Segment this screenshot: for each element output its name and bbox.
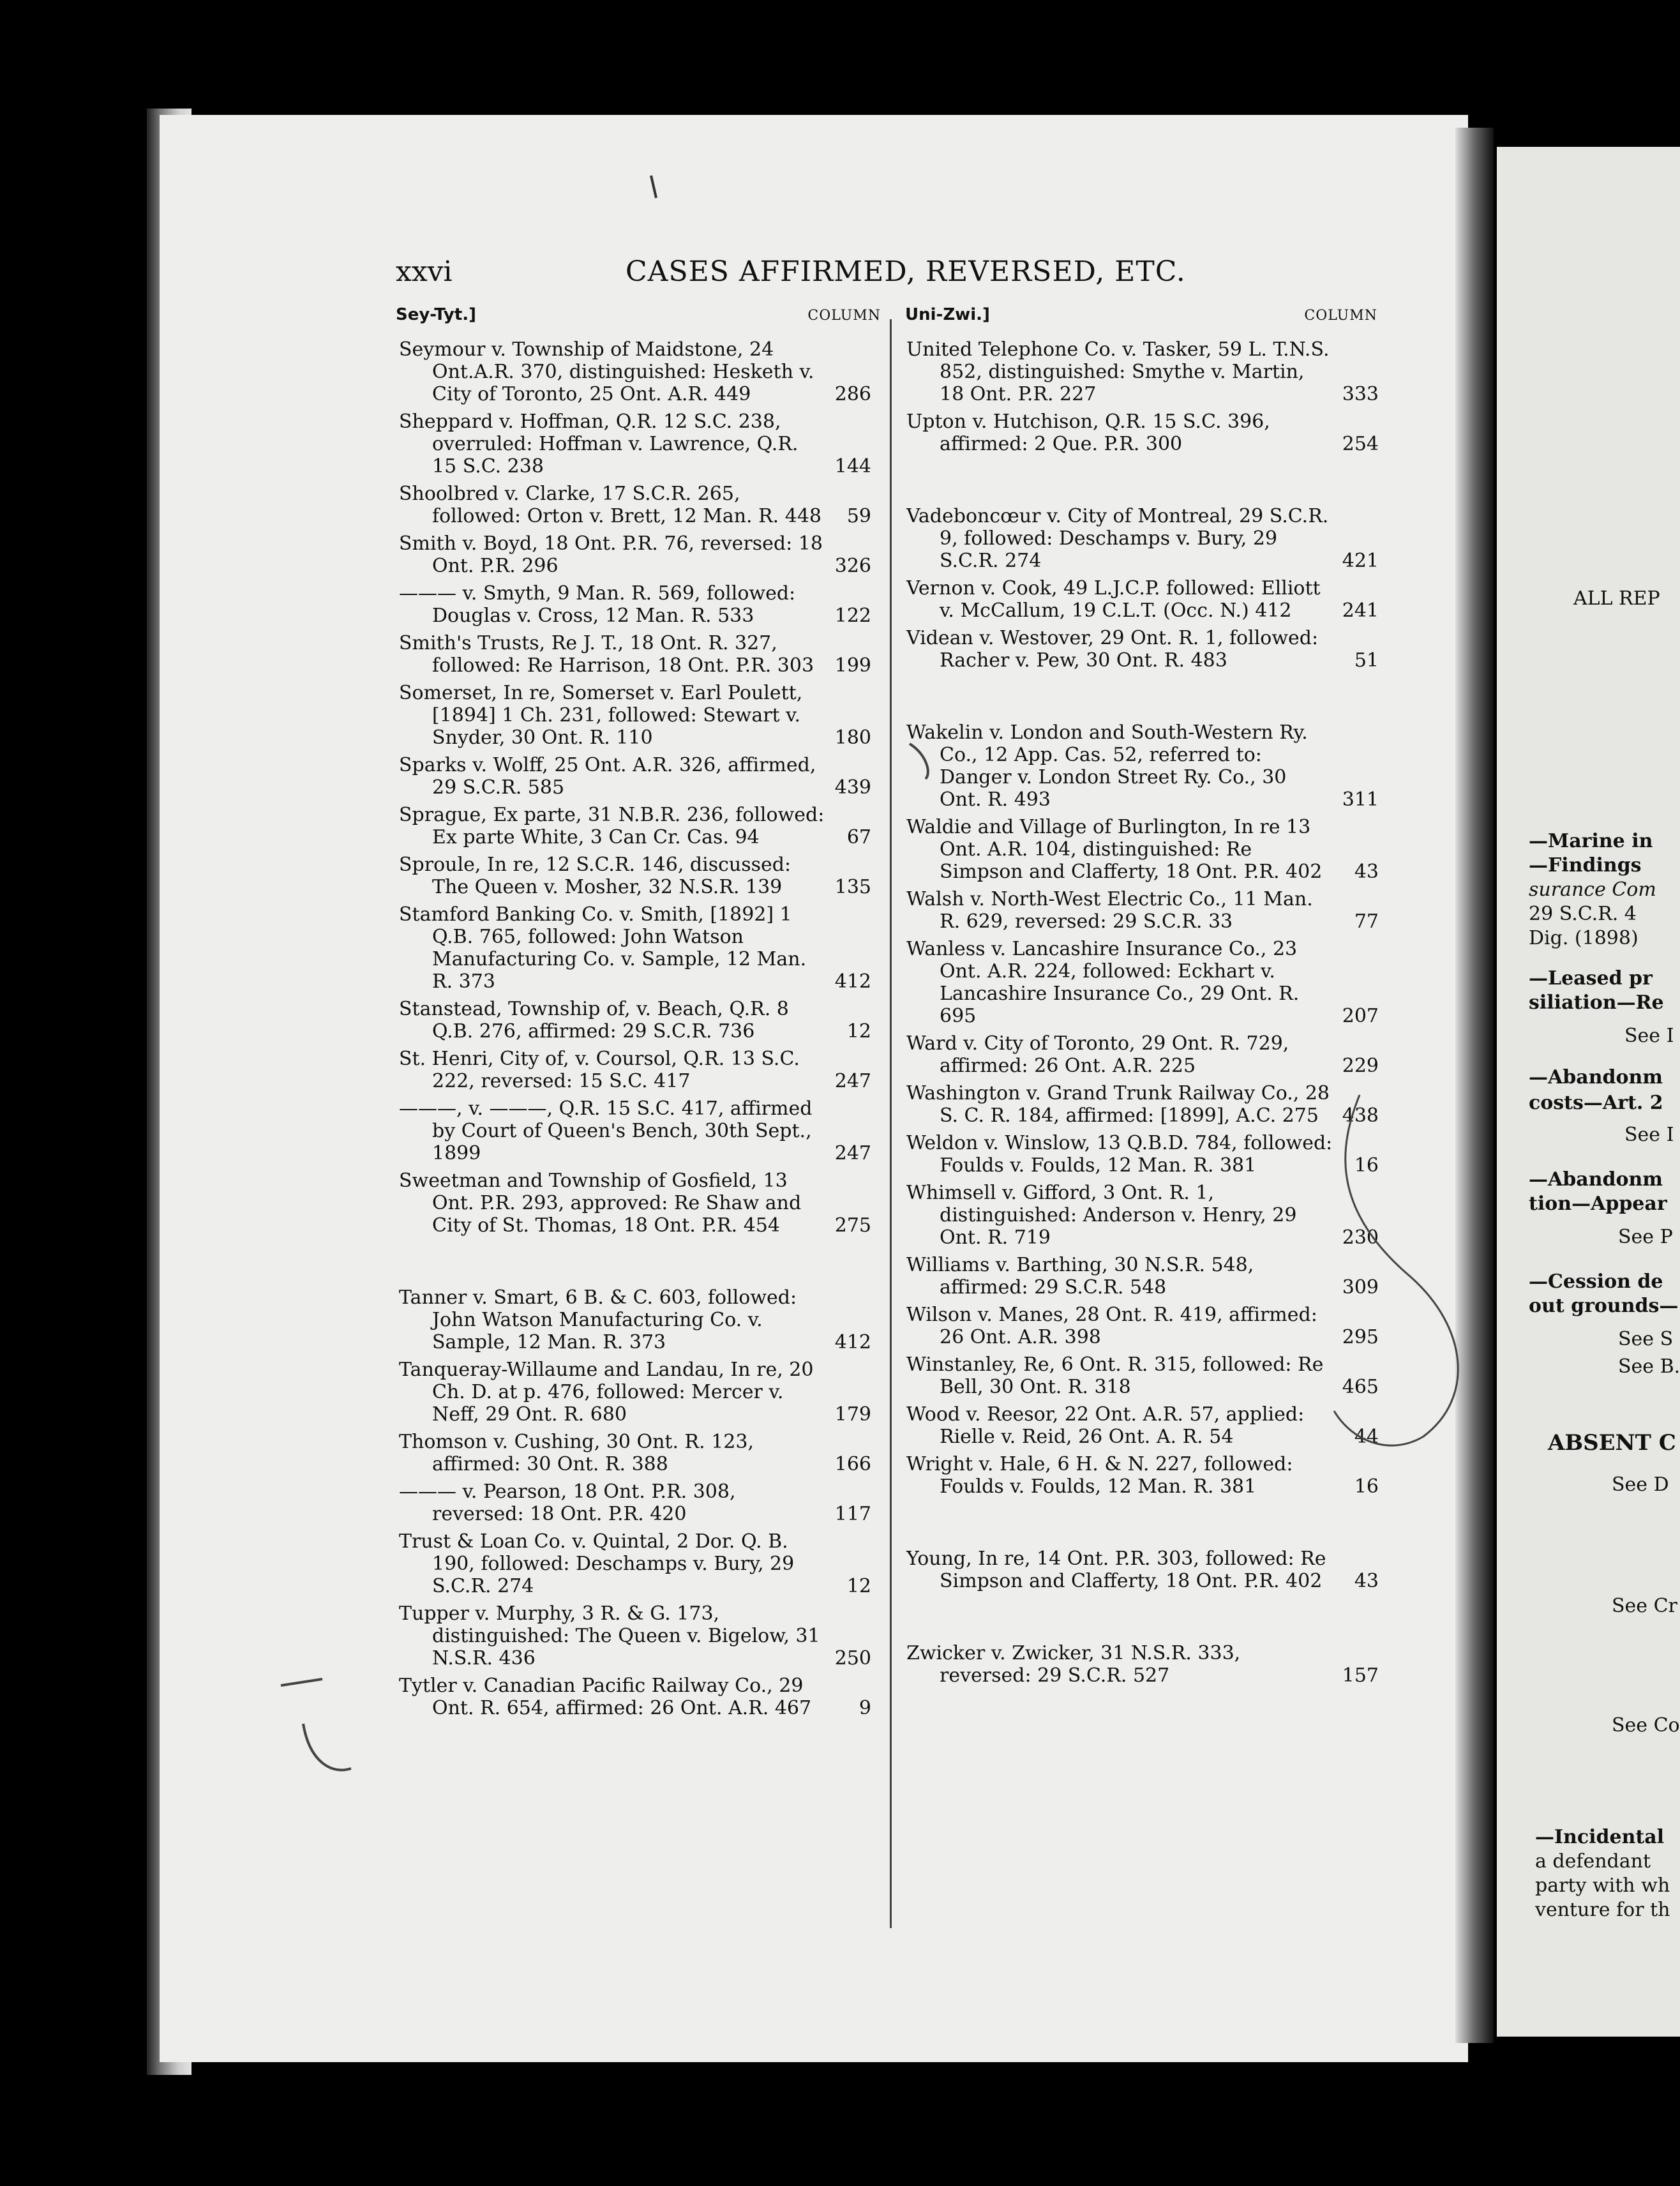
case-citation: Sweetman and Township of Gosfield, 13 Ont. P.R. 293, approved: Re Shaw and City of St. Thomas, 18 Ont. P.R. 454 <box>399 1170 802 1237</box>
column-number: 412 <box>834 1331 871 1353</box>
adjacent-page-heading: ABSENT C <box>1548 1430 1676 1456</box>
column-number: 229 <box>1342 1055 1379 1077</box>
case-citation: Ward v. City of Toronto, 29 Ont. R. 729, affirmed: 26 Ont. A.R. 225 <box>906 1032 1289 1077</box>
case-citation: Stamford Banking Co. v. Smith, [1892] 1 Q.B. 765, followed: John Watson Manufacturing Co. v. Sample, 12 Man. R. 373 <box>399 903 807 993</box>
case-citation: Sproule, In re, 12 S.C.R. 146, discussed: The Queen v. Mosher, 32 N.S.R. 139 <box>399 854 791 898</box>
column-number: 438 <box>1342 1104 1379 1127</box>
adjacent-page-text: 29 S.C.R. 4 <box>1529 903 1637 925</box>
case-citation: Smith v. Boyd, 18 Ont. P.R. 76, reversed: 18 Ont. P.R. 296 <box>399 532 823 577</box>
case-citation: Waldie and Village of Burlington, In re 13 Ont. A.R. 104, distinguished: Re Simpson and Clafferty, 18 Ont. P.R. 402 <box>906 816 1323 883</box>
adjacent-page-text: See B. <box>1618 1355 1680 1378</box>
adjacent-page-text: surance Com <box>1529 878 1656 901</box>
adjacent-page-text: venture for th <box>1535 1899 1670 1921</box>
case-citation: Tytler v. Canadian Pacific Railway Co., 29 Ont. R. 654, affirmed: 26 Ont. A.R. 467 <box>399 1675 812 1719</box>
column-number: 122 <box>834 605 871 627</box>
adjacent-page-text: tion—Appear <box>1529 1193 1667 1215</box>
column-number: 254 <box>1342 433 1379 455</box>
case-citation: Young, In re, 14 Ont. P.R. 303, followed: Re Simpson and Clafferty, 18 Ont. P.R. 402 <box>906 1548 1326 1592</box>
column-number: 135 <box>834 876 871 898</box>
case-citation: Shoolbred v. Clarke, 17 S.C.R. 265, followed: Orton v. Brett, 12 Man. R. 448 <box>399 483 822 527</box>
column-number: 412 <box>834 970 871 993</box>
column-number: 179 <box>834 1403 871 1426</box>
column-number: 43 <box>1354 861 1379 883</box>
column-number: 77 <box>1354 910 1379 933</box>
adjacent-page-text: ALL REP <box>1573 587 1660 610</box>
column-number: 311 <box>1342 788 1379 811</box>
case-citation: Vadeboncœur v. City of Montreal, 29 S.C.R. 9, followed: Deschamps v. Bury, 29 S.C.R. 274 <box>906 505 1329 572</box>
case-citation: Wright v. Hale, 6 H. & N. 227, followed: Foulds v. Foulds, 12 Man. R. 381 <box>906 1453 1293 1498</box>
right-column-label: COLUMN <box>1304 308 1377 324</box>
case-citation: St. Henri, City of, v. Coursol, Q.R. 13 S.C. 222, reversed: 15 S.C. 417 <box>399 1048 800 1092</box>
column-number: 51 <box>1354 649 1379 672</box>
case-citation: Somerset, In re, Somerset v. Earl Poulett, [1894] 1 Ch. 231, followed: Stewart v. Snyder, 30 Ont. R. 110 <box>399 682 803 749</box>
case-citation: Vernon v. Cook, 49 L.J.C.P. followed: Elliott v. McCallum, 19 C.L.T. (Occ. N.) 412 <box>906 577 1321 622</box>
page-title: CASES AFFIRMED, REVERSED, ETC. <box>626 255 1186 288</box>
adjacent-page-text: See Co <box>1612 1714 1680 1737</box>
column-number: 199 <box>834 654 871 677</box>
column-number: 9 <box>859 1697 871 1719</box>
case-citation: United Telephone Co. v. Tasker, 59 L. T.N.S. 852, distinguished: Smythe v. Martin, 18 Ont. P.R. 227 <box>906 338 1330 405</box>
column-number: 166 <box>834 1453 871 1475</box>
column-number: 16 <box>1354 1475 1379 1498</box>
case-citation: Sprague, Ex parte, 31 N.B.R. 236, followed: Ex parte White, 3 Can Cr. Cas. 94 <box>399 804 825 848</box>
adjacent-page-text: —Cession de <box>1529 1270 1663 1293</box>
case-citation: Weldon v. Winslow, 13 Q.B.D. 784, followed: Foulds v. Foulds, 12 Man. R. 381 <box>906 1132 1333 1177</box>
left-column-label: COLUMN <box>807 308 881 324</box>
case-citation: Zwicker v. Zwicker, 31 N.S.R. 333, reversed: 29 S.C.R. 527 <box>906 1642 1241 1687</box>
right-column-range: Uni-Zwi.] <box>905 305 990 324</box>
column-number: 230 <box>1342 1226 1379 1249</box>
column-number: 207 <box>1342 1005 1379 1027</box>
column-number: 157 <box>1342 1664 1379 1687</box>
case-citation: Sheppard v. Hoffman, Q.R. 12 S.C. 238, overruled: Hoffman v. Lawrence, Q.R. 15 S.C. 238 <box>399 411 799 478</box>
adjacent-page-text: —Abandonm <box>1529 1066 1663 1089</box>
column-number: 43 <box>1354 1570 1379 1592</box>
column-number: 144 <box>834 455 871 478</box>
column-number: 12 <box>846 1575 871 1597</box>
case-citation: Smith's Trusts, Re J. T., 18 Ont. R. 327, followed: Re Harrison, 18 Ont. P.R. 303 <box>399 632 814 677</box>
adjacent-page-text: See I <box>1624 1124 1674 1146</box>
column-number: 44 <box>1354 1426 1379 1448</box>
column-number: 309 <box>1342 1276 1379 1299</box>
adjacent-page-text: See Cr <box>1612 1595 1677 1617</box>
column-number: 16 <box>1354 1154 1379 1177</box>
adjacent-page-text: —Marine in <box>1529 830 1653 852</box>
case-citation: Trust & Loan Co. v. Quintal, 2 Dor. Q. B. 190, followed: Deschamps v. Bury, 29 S.C.R. 274 <box>399 1530 795 1597</box>
column-number: 117 <box>834 1503 871 1525</box>
adjacent-page-text: siliation—Re <box>1529 991 1664 1014</box>
case-citation: Winstanley, Re, 6 Ont. R. 315, followed: Re Bell, 30 Ont. R. 318 <box>906 1353 1324 1398</box>
case-citation: Tanner v. Smart, 6 B. & C. 603, followed: John Watson Manufacturing Co. v. Sample, 12 Man. R. 373 <box>399 1286 797 1353</box>
adjacent-page-text: —Incidental <box>1535 1826 1665 1848</box>
adjacent-page-text: Dig. (1898) <box>1529 927 1639 949</box>
column-number: 180 <box>834 727 871 749</box>
adjacent-page-text: —Leased pr <box>1529 967 1653 990</box>
adjacent-page-text: See S <box>1618 1328 1674 1350</box>
pencil-mark <box>281 1679 322 1685</box>
column-number: 250 <box>834 1647 871 1670</box>
case-citation: Washington v. Grand Trunk Railway Co., 28 S. C. R. 184, affirmed: [1899], A.C. 275 <box>906 1082 1330 1127</box>
column-number: 12 <box>846 1020 871 1043</box>
case-citation: Thomson v. Cushing, 30 Ont. R. 123, affirmed: 30 Ont. R. 388 <box>399 1431 754 1475</box>
case-citation: Sparks v. Wolff, 25 Ont. A.R. 326, affirmed, 29 S.C.R. 585 <box>399 754 816 799</box>
case-citation: ———, v. ———, Q.R. 15 S.C. 417, affirmed by Court of Queen's Bench, 30th Sept., 1899 <box>399 1097 813 1165</box>
pencil-mark <box>651 176 656 198</box>
adjacent-page-text: costs—Art. 2 <box>1529 1092 1663 1114</box>
case-citation: ——— v. Pearson, 18 Ont. P.R. 308, reversed: 18 Ont. P.R. 420 <box>399 1481 736 1525</box>
column-number: 421 <box>1342 550 1379 572</box>
column-number: 295 <box>1342 1326 1379 1348</box>
case-citation: Wood v. Reesor, 22 Ont. A.R. 57, applied: Rielle v. Reid, 26 Ont. A. R. 54 <box>906 1403 1305 1448</box>
pencil-mark <box>303 1724 351 1770</box>
case-citation: Tanqueray-Willaume and Landau, In re, 20 Ch. D. at p. 476, followed: Mercer v. Neff, 29 Ont. R. 680 <box>399 1359 814 1426</box>
case-citation: Wakelin v. London and South-Western Ry. Co., 12 App. Cas. 52, referred to: Danger v. London Street Ry. Co., 30 Ont. R. 493 <box>906 721 1308 811</box>
case-citation: Seymour v. Township of Maidstone, 24 Ont.A.R. 370, distinguished: Hesketh v. City of Toronto, 25 Ont. A.R. 449 <box>399 338 814 405</box>
column-number: 439 <box>834 776 871 799</box>
column-number: 286 <box>834 383 871 405</box>
adjacent-page-text: See D <box>1612 1474 1669 1496</box>
case-citation: Williams v. Barthing, 30 N.S.R. 548, affirmed: 29 S.C.R. 548 <box>906 1254 1254 1299</box>
page-number: xxvi <box>396 255 453 288</box>
column-number: 241 <box>1342 599 1379 622</box>
case-citation: ——— v. Smyth, 9 Man. R. 569, followed: Douglas v. Cross, 12 Man. R. 533 <box>399 582 796 627</box>
column-number: 247 <box>834 1142 871 1165</box>
adjacent-page-text: See P <box>1618 1226 1673 1248</box>
pencil-bracket <box>1334 1095 1458 1445</box>
adjacent-page-text: —Findings <box>1529 854 1642 877</box>
case-citation: Whimsell v. Gifford, 3 Ont. R. 1, distinguished: Anderson v. Henry, 29 Ont. R. 719 <box>906 1182 1297 1249</box>
adjacent-page-text: a defendant <box>1535 1850 1651 1873</box>
case-citation: Wilson v. Manes, 28 Ont. R. 419, affirmed: 26 Ont. A.R. 398 <box>906 1304 1317 1348</box>
column-number: 465 <box>1342 1376 1379 1398</box>
column-number: 59 <box>846 505 871 527</box>
column-number: 247 <box>834 1070 871 1092</box>
column-number: 67 <box>846 826 871 848</box>
case-citation: Walsh v. North-West Electric Co., 11 Man. R. 629, reversed: 29 S.C.R. 33 <box>906 888 1313 933</box>
case-citation: Tupper v. Murphy, 3 R. & G. 173, distinguished: The Queen v. Bigelow, 31 N.S.R. 436 <box>399 1602 820 1670</box>
adjacent-page-text: party with wh <box>1535 1874 1670 1897</box>
adjacent-page-text: out grounds— <box>1529 1295 1679 1317</box>
case-citation: Stanstead, Township of, v. Beach, Q.R. 8 Q.B. 276, affirmed: 29 S.C.R. 736 <box>399 998 789 1043</box>
column-number: 275 <box>834 1214 871 1237</box>
pencil-mark <box>910 744 928 779</box>
left-column-range: Sey-Tyt.] <box>396 305 477 324</box>
case-citation: Videan v. Westover, 29 Ont. R. 1, followed: Racher v. Pew, 30 Ont. R. 483 <box>906 627 1319 672</box>
adjacent-page-text: See I <box>1624 1025 1674 1047</box>
case-citation: Wanless v. Lancashire Insurance Co., 23 Ont. A.R. 224, followed: Eckhart v. Lancashire Insurance Co., 29 Ont. R. 695 <box>906 938 1300 1027</box>
column-number: 333 <box>1342 383 1379 405</box>
column-number: 326 <box>834 555 871 577</box>
case-citation: Upton v. Hutchison, Q.R. 15 S.C. 396, affirmed: 2 Que. P.R. 300 <box>906 411 1270 455</box>
adjacent-page-text: —Abandonm <box>1529 1168 1663 1191</box>
